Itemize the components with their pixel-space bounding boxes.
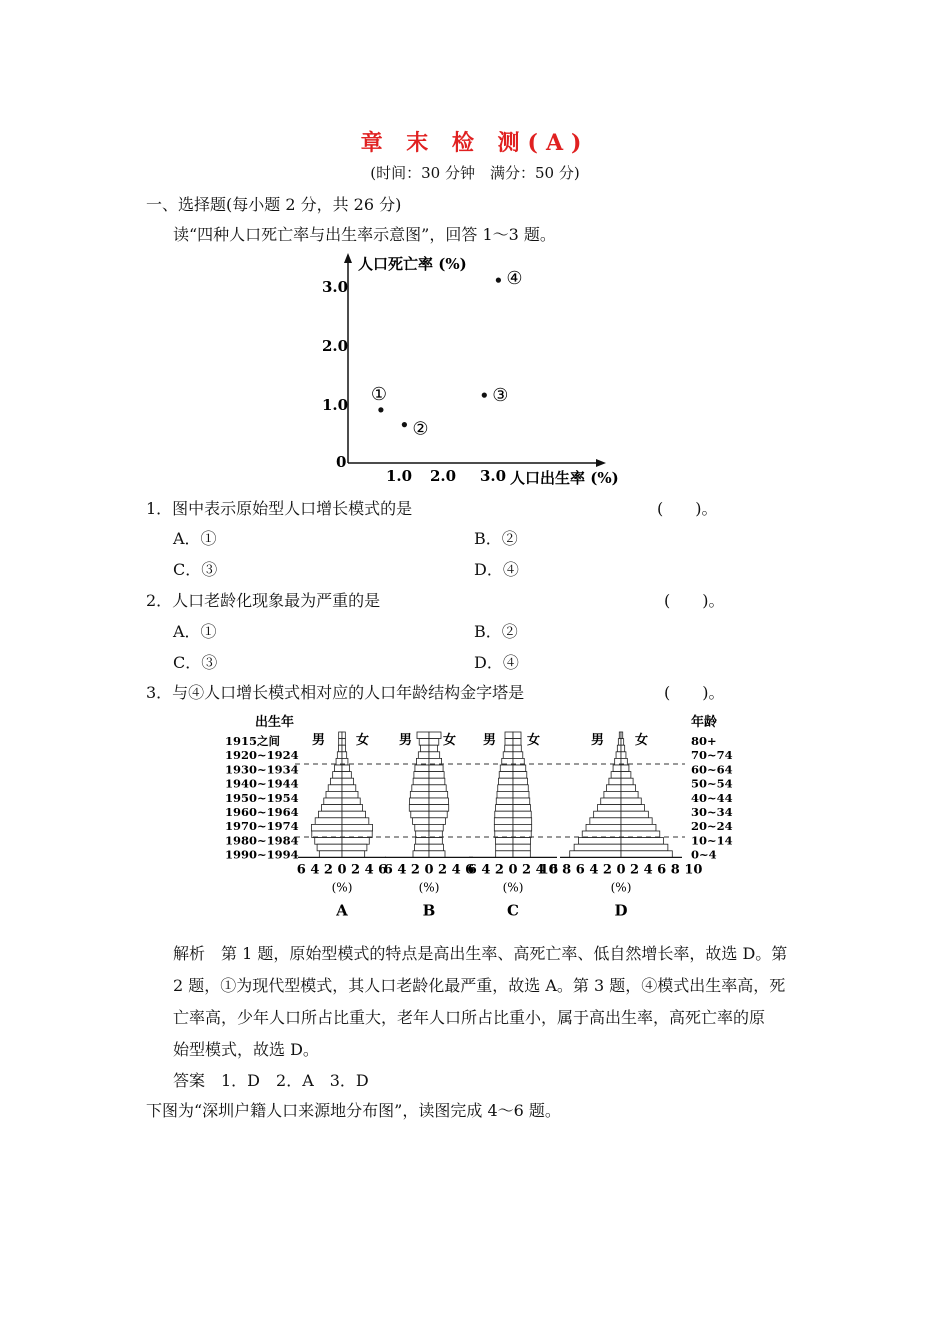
scatter-chart — [300, 245, 660, 495]
male-bar — [497, 791, 513, 798]
age-label: 20~24 — [691, 819, 733, 834]
q2-option-b[interactable]: B．② — [474, 622, 518, 641]
male-bar — [335, 765, 342, 772]
female-bar — [621, 824, 656, 831]
pyramid-axis-ticks: 6 4 2 0 2 4 6 — [467, 862, 559, 878]
male-bar — [416, 838, 429, 845]
female-bar — [342, 778, 354, 785]
y-tick-2: 2.0 — [322, 337, 349, 355]
birth-year-label: 1970~1974 — [225, 819, 299, 834]
female-bar — [513, 739, 521, 746]
female-bar — [342, 772, 351, 779]
female-bar — [342, 739, 345, 746]
female-bar — [513, 752, 523, 759]
female-bar — [513, 811, 531, 818]
female-bar — [621, 765, 629, 772]
male-label: 男 — [591, 733, 605, 748]
female-bar — [513, 765, 526, 772]
male-bar — [412, 785, 429, 792]
female-bar — [513, 798, 530, 805]
female-bar — [342, 752, 347, 759]
female-bar — [429, 778, 445, 785]
age-header: 年龄 — [691, 715, 718, 730]
male-bar — [409, 805, 429, 812]
x-tick-2: 2.0 — [430, 467, 457, 485]
female-bar — [429, 805, 449, 812]
male-bar — [498, 778, 513, 785]
birth-year-label: 1980~1984 — [225, 833, 299, 848]
male-bar — [496, 798, 513, 805]
age-label: 80+ — [691, 734, 717, 748]
male-bar — [586, 824, 621, 831]
male-bar — [419, 739, 429, 746]
male-bar — [590, 818, 621, 825]
q1-option-c[interactable]: C．③ — [173, 560, 218, 579]
female-bar — [342, 745, 346, 752]
male-label: 男 — [483, 733, 497, 748]
question-3-stem: 3．与④人口增长模式相对应的人口年龄结构金字塔是 — [146, 683, 525, 702]
female-bar — [342, 851, 365, 858]
analysis-line-4: 始型模式，故选 D。 — [173, 1040, 319, 1059]
age-label: 70~74 — [691, 748, 733, 763]
q1-option-d[interactable]: D．④ — [474, 560, 519, 579]
question-3-paren: ( )。 — [664, 683, 725, 702]
data-point-3 — [482, 393, 487, 398]
pyramid-unit: (%) — [610, 880, 632, 895]
data-point-2 — [402, 422, 407, 427]
data-point-label-3: ③ — [492, 385, 509, 407]
female-bar — [429, 739, 439, 746]
female-bar — [429, 811, 447, 818]
male-label: 男 — [312, 733, 326, 748]
female-bar — [429, 844, 444, 851]
male-bar — [617, 745, 621, 752]
female-label: 女 — [635, 733, 649, 748]
female-bar — [429, 851, 445, 858]
female-bar — [621, 811, 648, 818]
analysis-line-1: 解析 第 1 题，原始型模式的特点是高出生率、高死亡率、低自然增长率，故选 D。第 — [173, 944, 788, 963]
male-bar — [413, 778, 429, 785]
male-bar — [498, 785, 513, 792]
pyramid-axis-ticks: 6 4 2 0 2 4 6 — [296, 862, 388, 878]
male-bar — [496, 805, 513, 812]
q2-option-a[interactable]: A．① — [173, 622, 217, 641]
female-bar — [621, 785, 636, 792]
y-tick-3: 3.0 — [322, 278, 349, 296]
male-bar — [415, 765, 429, 772]
birth-year-label: 1960~1964 — [225, 805, 299, 819]
female-bar — [342, 811, 366, 818]
male-bar — [411, 811, 429, 818]
pyramid-label: B — [422, 901, 436, 920]
female-bar — [621, 818, 652, 825]
analysis-line-2: 2 题，①为现代型模式，其人口老龄化最严重，故选 A。第 3 题，④模式出生率高，死 — [173, 976, 786, 995]
male-bar — [317, 844, 342, 851]
female-bar — [513, 851, 530, 858]
birth-year-label: 1930~1934 — [225, 762, 299, 777]
male-bar — [339, 732, 342, 739]
x-axis-arrow — [596, 459, 606, 467]
female-bar — [342, 805, 363, 812]
female-bar — [429, 732, 441, 739]
data-point-1 — [378, 407, 383, 412]
male-bar — [574, 844, 621, 851]
male-bar — [495, 811, 513, 818]
female-bar — [513, 745, 521, 752]
female-bar — [513, 844, 530, 851]
male-bar — [616, 752, 621, 759]
male-bar — [328, 785, 342, 792]
birth-year-label: 1920~1924 — [225, 748, 299, 763]
male-bar — [597, 805, 621, 812]
male-bar — [413, 851, 429, 858]
male-bar — [415, 824, 429, 831]
female-bar — [429, 791, 448, 798]
female-bar — [621, 778, 633, 785]
male-bar — [319, 851, 342, 858]
female-bar — [621, 791, 638, 798]
female-bar — [513, 791, 529, 798]
female-label: 女 — [443, 733, 457, 748]
male-bar — [496, 838, 513, 845]
male-bar — [414, 844, 429, 851]
female-bar — [621, 805, 645, 812]
male-bar — [413, 818, 429, 825]
male-bar — [321, 805, 342, 812]
age-label: 60~64 — [691, 762, 733, 777]
male-bar — [578, 838, 621, 845]
male-bar — [410, 791, 429, 798]
section-intro: 读“四种人口死亡率与出生率示意图”，回答 1～3 题。 — [173, 225, 556, 244]
male-bar — [505, 739, 513, 746]
female-bar — [429, 838, 442, 845]
age-label: 50~54 — [691, 776, 733, 791]
male-bar — [594, 811, 621, 818]
male-bar — [417, 732, 429, 739]
male-bar — [318, 811, 342, 818]
female-bar — [621, 739, 624, 746]
male-bar — [337, 752, 342, 759]
female-bar — [342, 732, 345, 739]
male-bar — [606, 785, 621, 792]
data-point-label-1: ① — [370, 383, 388, 405]
male-bar — [499, 772, 513, 779]
female-bar — [513, 732, 521, 739]
female-bar — [342, 844, 367, 851]
male-bar — [339, 739, 342, 746]
male-bar — [418, 752, 429, 759]
male-bar — [604, 791, 621, 798]
female-bar — [429, 824, 443, 831]
female-bar — [621, 844, 668, 851]
question-1-stem: 1．图中表示原始型人口增长模式的是 — [146, 499, 413, 518]
female-bar — [513, 785, 528, 792]
female-bar — [342, 824, 373, 831]
female-bar — [621, 752, 626, 759]
birth-year-label: 1915之间 — [225, 734, 281, 748]
pyramid-label: D — [614, 901, 628, 920]
female-bar — [621, 732, 623, 739]
next-intro: 下图为“深圳户籍人口来源地分布图”，读图完成 4～6 题。 — [146, 1101, 561, 1120]
x-axis-label: 人口出生率 (%) — [510, 469, 619, 487]
q1-option-a[interactable]: A．① — [173, 529, 217, 548]
male-bar — [570, 851, 621, 858]
page-subtitle: (时间：30 分钟 满分：50 分) — [370, 164, 580, 182]
q1-option-b[interactable]: B．② — [474, 529, 518, 548]
male-bar — [330, 778, 342, 785]
male-bar — [421, 745, 429, 752]
age-label: 40~44 — [691, 790, 733, 805]
male-bar — [326, 791, 342, 798]
pyramid-unit: (%) — [502, 880, 524, 895]
male-bar — [609, 778, 621, 785]
male-bar — [494, 824, 513, 831]
male-bar — [613, 765, 621, 772]
age-label: 10~14 — [691, 833, 733, 848]
male-bar — [601, 798, 621, 805]
female-bar — [342, 791, 358, 798]
male-bar — [494, 818, 513, 825]
female-bar — [513, 778, 528, 785]
male-bar — [315, 818, 342, 825]
male-bar — [338, 745, 342, 752]
y-axis-label: 人口死亡率 (%) — [358, 255, 467, 273]
question-2-paren: ( )。 — [664, 591, 725, 610]
female-bar — [621, 772, 631, 779]
female-bar — [429, 785, 446, 792]
male-bar — [315, 838, 342, 845]
female-bar — [513, 824, 532, 831]
male-bar — [505, 732, 513, 739]
female-bar — [621, 838, 664, 845]
page-title: 章 末 检 测(A) — [360, 130, 590, 156]
female-bar — [342, 765, 349, 772]
female-label: 女 — [356, 733, 370, 748]
question-2-stem: 2．人口老龄化现象最为严重的是 — [146, 591, 381, 610]
age-label: 30~34 — [691, 805, 733, 819]
data-point-label-2: ② — [412, 418, 429, 440]
age-label: 0~4 — [691, 847, 717, 862]
male-label: 男 — [399, 733, 413, 748]
female-bar — [621, 745, 625, 752]
male-bar — [333, 772, 342, 779]
male-bar — [503, 752, 513, 759]
female-bar — [429, 818, 445, 825]
male-bar — [311, 824, 342, 831]
pyramid-D — [540, 732, 703, 919]
birth-year-header: 出生年 — [255, 715, 295, 730]
pyramid-axis-ticks: 6 4 2 0 2 4 6 — [383, 862, 475, 878]
female-bar — [429, 752, 440, 759]
female-bar — [429, 745, 437, 752]
female-bar — [342, 785, 356, 792]
male-bar — [611, 772, 621, 779]
pyramid-A — [297, 732, 387, 919]
female-bar — [342, 818, 369, 825]
birth-year-label: 1950~1954 — [225, 790, 299, 805]
pyramid-unit: (%) — [418, 880, 440, 895]
pyramid-B — [384, 732, 474, 919]
data-point-4 — [496, 278, 501, 283]
male-bar — [324, 798, 342, 805]
male-bar — [496, 851, 513, 858]
female-bar — [429, 798, 448, 805]
female-bar — [513, 838, 530, 845]
origin-label: 0 — [336, 453, 347, 471]
female-bar — [342, 798, 360, 805]
answer-line: 答案 1．D 2．A 3．D — [173, 1071, 369, 1090]
x-tick-3: 3.0 — [480, 467, 507, 485]
male-bar — [414, 772, 429, 779]
female-bar — [342, 838, 369, 845]
male-bar — [500, 765, 513, 772]
data-point-label-4: ④ — [506, 268, 523, 290]
q2-option-c[interactable]: C．③ — [173, 653, 218, 672]
birth-year-label: 1990~1994 — [225, 847, 299, 862]
male-bar — [505, 745, 513, 752]
analysis-line-3: 亡率高，少年人口所占比重大，老年人口所占比重小，属于高出生率，高死亡率的原 — [173, 1008, 766, 1027]
female-bar — [429, 772, 444, 779]
female-bar — [513, 805, 530, 812]
pyramid-label: C — [507, 901, 519, 920]
question-1-paren: ( )。 — [657, 499, 718, 518]
x-tick-1: 1.0 — [386, 467, 413, 485]
female-bar — [513, 772, 527, 779]
q2-option-d[interactable]: D．④ — [474, 653, 519, 672]
female-bar — [429, 765, 443, 772]
female-bar — [621, 851, 672, 858]
y-axis-arrow — [344, 253, 352, 263]
female-bar — [621, 798, 641, 805]
female-label: 女 — [527, 733, 541, 748]
male-bar — [410, 798, 429, 805]
pyramid-axis-ticks: 10 8 6 4 2 0 2 4 6 8 10 — [539, 862, 703, 878]
pyramid-unit: (%) — [331, 880, 353, 895]
section-heading: 一、选择题(每小题 2 分，共 26 分) — [146, 195, 402, 214]
pyramid-C — [468, 732, 558, 919]
birth-year-label: 1940~1944 — [225, 776, 299, 791]
male-bar — [496, 844, 513, 851]
pyramid-chart — [215, 710, 735, 940]
pyramid-label: A — [336, 901, 348, 920]
y-tick-1: 1.0 — [322, 396, 349, 414]
female-bar — [513, 818, 532, 825]
